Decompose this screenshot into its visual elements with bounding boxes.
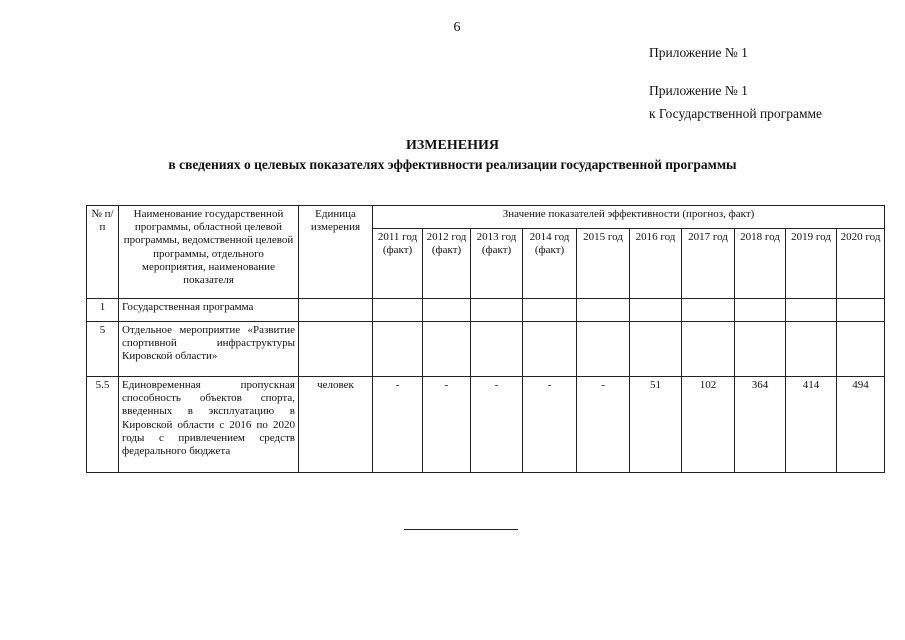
value-cell <box>682 299 735 322</box>
table-row <box>87 299 885 322</box>
header-year-2017: 2017 год <box>682 229 735 299</box>
header-year-2020: 2020 год <box>837 229 885 299</box>
page-number: 6 <box>453 20 461 35</box>
value-cell <box>786 322 837 377</box>
row-unit <box>299 299 373 322</box>
table-row <box>87 377 885 473</box>
value-cell: 364 <box>735 377 786 473</box>
table-row <box>87 322 885 377</box>
row-num: 5.5 <box>87 377 119 473</box>
value-cell <box>523 299 577 322</box>
header-num: № п/п <box>87 206 119 299</box>
annex-label: Приложение № 1 <box>649 45 748 60</box>
value-cell <box>423 322 471 377</box>
footer-divider <box>404 529 518 530</box>
document-title: ИЗМЕНЕНИЯ <box>406 138 499 153</box>
value-cell <box>735 322 786 377</box>
value-cell <box>577 322 630 377</box>
table-header-row <box>87 206 885 229</box>
value-cell <box>577 299 630 322</box>
header-year-2012: 2012 год (факт) <box>423 229 471 299</box>
header-year-2016: 2016 год <box>630 229 682 299</box>
value-cell <box>471 299 523 322</box>
header-values: Значение показателей эффективности (прогноз, факт) <box>373 206 885 229</box>
header-unit: Единица измерения <box>299 206 373 299</box>
header-year-2018: 2018 год <box>735 229 786 299</box>
value-cell: 51 <box>630 377 682 473</box>
annex-label-repeat: Приложение № 1 <box>649 83 748 98</box>
header-year-2013: 2013 год (факт) <box>471 229 523 299</box>
value-cell <box>373 299 423 322</box>
value-cell <box>630 299 682 322</box>
document-subtitle: в сведениях о целевых показателях эффективности реализации государственной программы <box>168 157 737 172</box>
row-name: Государственная программа <box>119 299 299 322</box>
value-cell <box>423 299 471 322</box>
value-cell <box>630 322 682 377</box>
row-unit <box>299 322 373 377</box>
value-cell: - <box>523 377 577 473</box>
header-year-2019: 2019 год <box>786 229 837 299</box>
value-cell <box>786 299 837 322</box>
value-cell <box>837 299 885 322</box>
value-cell: 414 <box>786 377 837 473</box>
row-unit: человек <box>299 377 373 473</box>
value-cell: 102 <box>682 377 735 473</box>
header-name: Наименование государственной программы, областной целевой программы, ведомственной целевой программы, отдельного мероприятия, наименование показателя <box>119 206 299 299</box>
value-cell: - <box>373 377 423 473</box>
value-cell: 494 <box>837 377 885 473</box>
value-cell <box>523 322 577 377</box>
value-cell <box>471 322 523 377</box>
row-num: 5 <box>87 322 119 377</box>
indicators-table <box>86 205 885 473</box>
value-cell: - <box>423 377 471 473</box>
row-name: Отдельное мероприятие «Развитие спортивной инфраструктуры Кировской области» <box>119 322 299 377</box>
value-cell <box>373 322 423 377</box>
header-year-2014: 2014 год (факт) <box>523 229 577 299</box>
row-name: Единовременная пропускная способность объектов спорта, введенных в эксплуатацию в Кировской области с 2016 по 2020 годы с привлечением средств федерального бюджета <box>119 377 299 473</box>
header-year-2011: 2011 год (факт) <box>373 229 423 299</box>
value-cell <box>735 299 786 322</box>
annex-reference: к Государственной программе <box>649 106 823 121</box>
value-cell: - <box>577 377 630 473</box>
row-num: 1 <box>87 299 119 322</box>
value-cell <box>837 322 885 377</box>
value-cell: - <box>471 377 523 473</box>
header-year-2015: 2015 год <box>577 229 630 299</box>
value-cell <box>682 322 735 377</box>
